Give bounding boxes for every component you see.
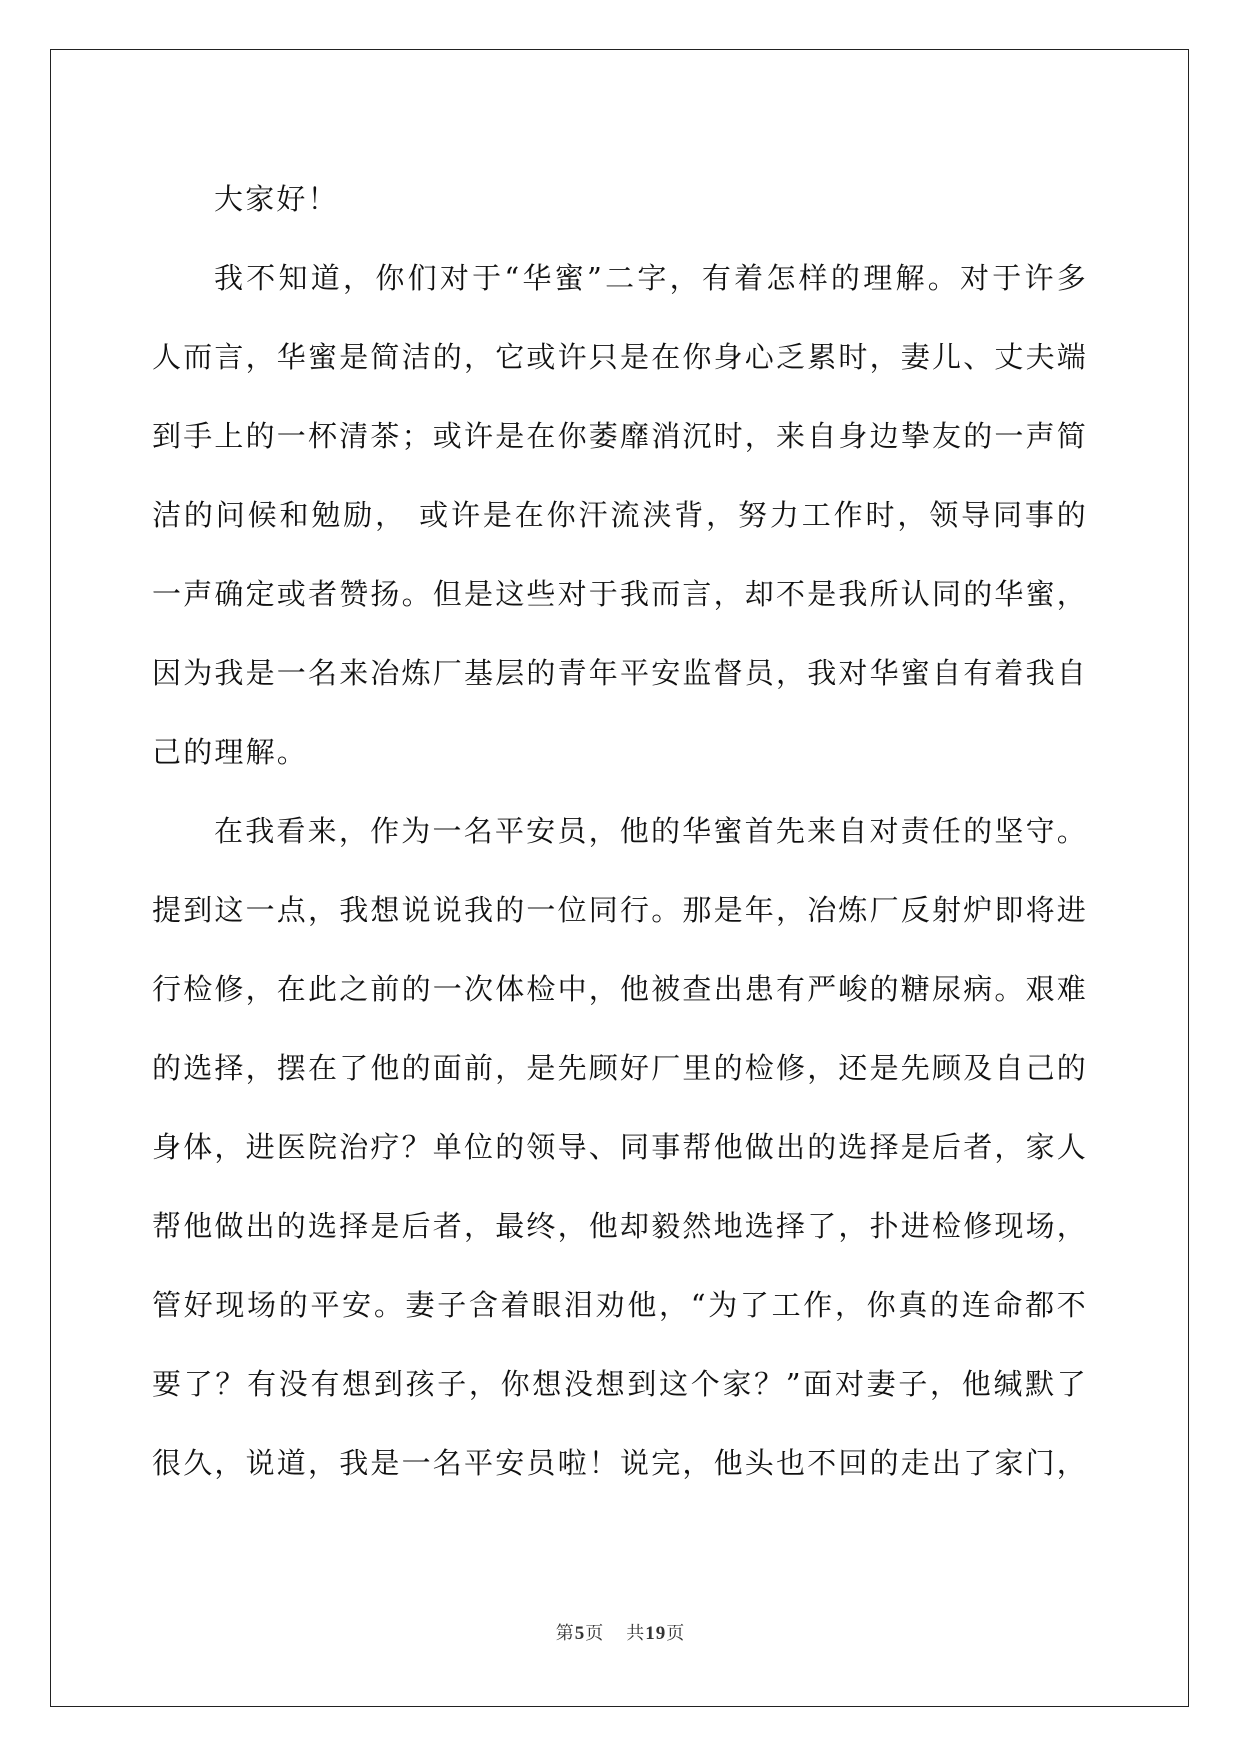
paragraph-2: 在我看来，作为一名平安员，他的华蜜首先来自对责任的坚守。提到这一点，我想说说我的一位同行。那是年，冶炼厂反射炉即将进行检修，在此之前的一次体检中，他被查出患有严峻的糖尿病。艰难的选择，摆在了他的面前，是先顾好厂里的检修，还是先顾及自己的身体，进医院治疗？单位的领导、同事帮他做出的选择是后者，家人帮他做出的选择是后者，最终，他却毅然地选择了，扑进检修现场，管好现场的平安。妻子含着眼泪劝他，“为了工作，你真的连命都不要了？有没有想到孩子，你想没想到这个家？”面对妻子，他缄默了很久，说道，我是一名平安员啦！说完，他头也不回的走出了家门， [152, 814, 1089, 1480]
page-footer [0, 1619, 1241, 1645]
total-prefix: 共 [626, 1623, 646, 1644]
total-page-count: 19 [645, 1623, 667, 1644]
paragraph-greeting: 大家好！ [214, 182, 339, 216]
page-suffix: 页 [585, 1623, 605, 1644]
page-prefix: 第 [555, 1623, 575, 1644]
paragraph-1: 我不知道，你们对于“华蜜”二字，有着怎样的理解。对于许多人而言，华蜜是简洁的，它或许只是在你身心乏累时，妻儿、丈夫端到手上的一杯清茶；或许是在你萎靡消沉时，来自身边挚友的一声简洁的问候和勉励， 或许是在你汗流浃背，努力工作时，领导同事的一声确定或者赞扬。但是这些对于我而言，却不是我所认同的华蜜，因为我是一名来冶炼厂基层的青年平安监督员，我对华蜜自有着我自己的理解。 [152, 261, 1089, 769]
total-suffix: 页 [666, 1623, 686, 1644]
current-page-number: 5 [574, 1623, 586, 1644]
document-body [152, 160, 1088, 1503]
